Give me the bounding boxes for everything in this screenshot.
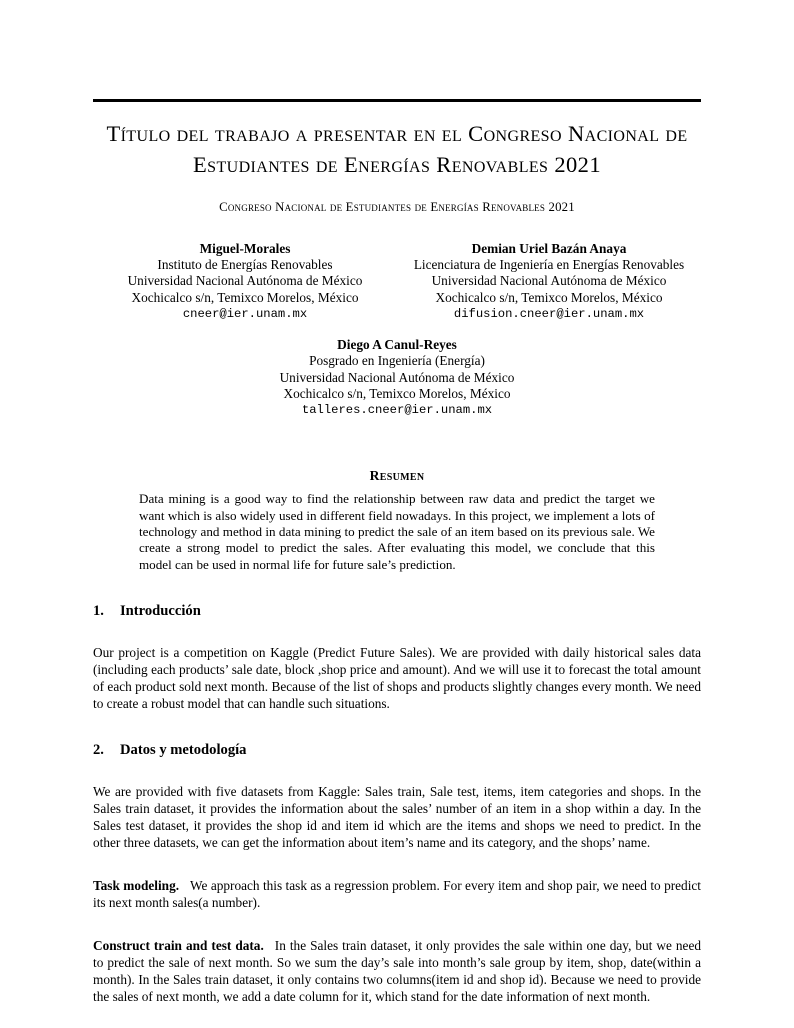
author-affiliation: Xochicalco s/n, Temixco Morelos, México — [435, 289, 663, 305]
section-number: 2. — [93, 742, 104, 759]
paper-title: Título del trabajo a presentar en el Congreso Nacional de Estudiantes de Energías Renovables 2021 — [106, 120, 688, 177]
abstract-heading: Resumen — [369, 468, 425, 484]
author-affiliation: Instituto de Energías Renovables — [157, 256, 333, 272]
section-title: Datos y metodología — [120, 742, 247, 759]
author-affiliation: Universidad Nacional Autónoma de México — [431, 273, 667, 289]
author-affiliation: Xochicalco s/n, Temixco Morelos, México — [131, 289, 359, 305]
author-affiliation: Licenciatura de Ingeniería en Energías Renovables — [413, 256, 685, 272]
section-title: Introducción — [120, 603, 201, 620]
task-modeling-paragraph — [93, 877, 701, 911]
construct-data-paragraph — [93, 937, 701, 1005]
paragraph-text: In the Sales train dataset, it only provides the sale within one day, but we need to predict the sale of next month. So we sum the day’s sale into month’s sale group by item, shop, date(within a month). In the Sales train dataset, it only contains two columns(item id and shop id). Because we need to provide the sales of next month, we add a date column for it, which stand for the date information of next month. — [93, 938, 701, 1005]
author-name: Diego A Canul-Reyes — [337, 336, 457, 352]
author-email: cneer@ier.unam.mx — [182, 306, 308, 321]
author-affiliation: Universidad Nacional Autónoma de México — [127, 273, 363, 289]
section-1-paragraph: Our project is a competition on Kaggle (Predict Future Sales). We are provided with daily historical sales data (including each products’ sale date, block ,shop price and amount). And we will use it to forecast the total amount of each product sold next month. Because of the list of shops and products slightly changes every month. We need to create a robust model that can handle such situations. — [93, 645, 701, 712]
section-heading-2 — [93, 742, 701, 759]
authors-row — [93, 241, 701, 322]
paragraph-run-in-heading: Task modeling. — [93, 878, 180, 894]
section-2-paragraph: We are provided with five datasets from Kaggle: Sales train, Sale test, items, item categories and shops. In the Sales train dataset, it provides the information about the sales’ number of an item in a shop within a day. In the Sales test dataset, it provides the shop id and item id which are the items and shops we need to predict. In the other three datasets, we can get the information about item’s name and its category, and the shops’ name. — [93, 784, 701, 851]
author-email: talleres.cneer@ier.unam.mx — [301, 403, 493, 418]
title-rule — [93, 99, 701, 102]
author-block-1 — [93, 241, 397, 322]
author-block-3 — [93, 337, 701, 418]
author-name: Demian Uriel Bazán Anaya — [471, 240, 627, 256]
author-affiliation: Universidad Nacional Autónoma de México — [279, 369, 515, 385]
conference-name: Congreso Nacional de Estudiantes de Energías Renovables 2021 — [219, 199, 575, 214]
section-number: 1. — [93, 603, 104, 620]
paragraph-run-in-heading: Construct train and test data. — [93, 938, 264, 954]
author-name: Miguel-Morales — [199, 240, 291, 256]
author-affiliation: Xochicalco s/n, Temixco Morelos, México — [283, 386, 511, 401]
abstract-text: Data mining is a good way to find the relationship between raw data and predict the target we want which is also widely used in different field nowadays. In this project, we implement a lots of technology and method in data mining to predict the sale of an item based on its previous sale. We create a strong model to predict the sales. After evaluating this model, we conclude that this model can be used in normal life for future sale’s prediction. — [139, 491, 655, 572]
author-affiliation: Posgrado en Ingeniería (Energía) — [309, 353, 485, 369]
author-email: difusion.cneer@ier.unam.mx — [453, 306, 645, 321]
author-block-2 — [397, 241, 701, 322]
section-heading-1 — [93, 603, 701, 620]
paragraph-text: We approach this task as a regression problem. For every item and shop pair, we need to predict its next month sales(a number). — [93, 878, 701, 911]
